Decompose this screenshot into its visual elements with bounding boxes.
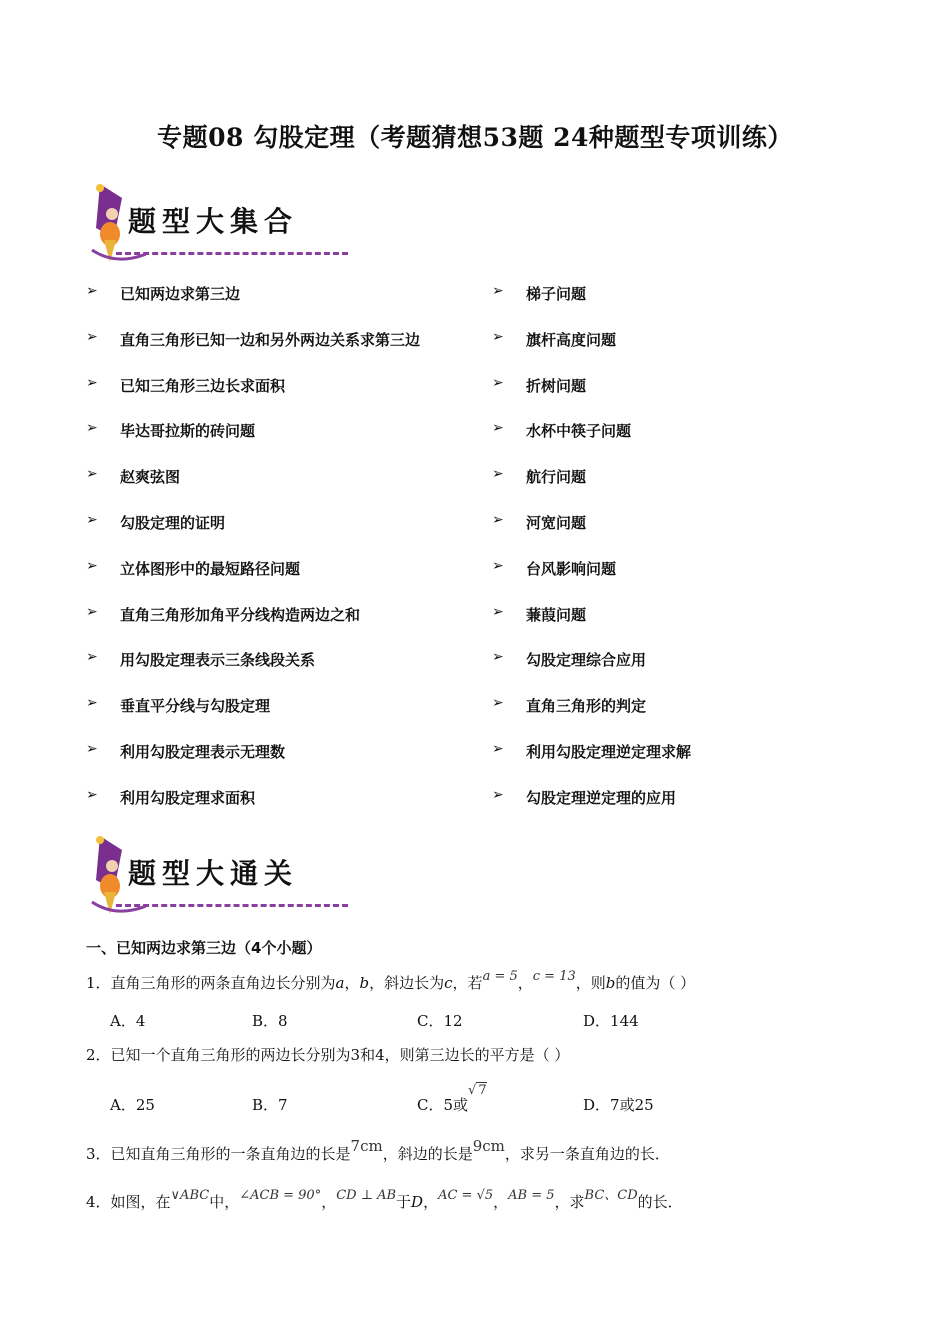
triangle-abc: ∨ABC [170,1188,210,1203]
arrow-bullet-icon: ➢ [86,374,98,391]
var-b: b [605,974,616,992]
sqrt-seven: √ 7 [468,1083,487,1098]
topic-label: 赵爽弦图 [120,468,181,487]
banner-pass-text: 题型大通关 [128,857,299,890]
topic-label: 利用勾股定理表示无理数 [120,743,286,761]
banner-divider [116,904,348,907]
topic-label: 台风影响问题 [526,559,617,578]
q2-option-c-text: C．5或 [417,1096,469,1114]
arrow-bullet-icon: ➢ [492,420,504,437]
equation-a: a = 5 [482,969,518,984]
section-heading: 一、已知两边求第三边（4个小题） [86,939,322,957]
arrow-bullet-icon: ➢ [492,786,504,803]
arrow-bullet-icon: ➢ [86,603,98,620]
topic-label: 勾股定理的证明 [120,514,226,532]
arrow-bullet-icon: ➢ [492,374,504,391]
length-7cm: 7cm [350,1137,383,1155]
arrow-bullet-icon: ➢ [86,283,98,299]
topic-label: 梯子问题 [526,285,587,303]
arrow-bullet-icon: ➢ [86,512,98,528]
question-3 [86,1137,670,1164]
q1-option-b[interactable]: B．8 [252,1012,288,1030]
arrow-bullet-icon: ➢ [86,741,98,757]
length-9cm: 9cm [472,1137,505,1155]
perpendicular-cd-ab: CD ⊥ AB [336,1188,397,1203]
comma: ， [517,974,533,992]
banner-pass [86,832,356,918]
comma: ， [423,1193,439,1211]
q1-option-d[interactable]: D．144 [583,1012,639,1030]
comma: ， [493,1193,509,1211]
q1-text: ，斜边长为 [369,974,445,992]
q4-text: 中， [209,1193,240,1211]
equation-ac: AC = √5 [438,1188,494,1203]
arrow-bullet-icon: ➢ [492,466,504,483]
var-b: b [359,974,370,992]
arrow-bullet-icon: ➢ [492,649,504,666]
topic-label: 河宽问题 [526,514,587,532]
arrow-bullet-icon: ➢ [86,466,98,483]
q1-option-a[interactable]: A．4 [110,1012,146,1030]
q1-option-c[interactable]: C．12 [417,1012,463,1030]
q1-text: ，若 [452,974,483,992]
q2-option-c[interactable] [417,1083,487,1115]
topic-label: 用勾股定理表示三条线段关系 [120,651,316,670]
angle-acb: ∠ACB = 90° [239,1188,322,1203]
topic-label: 蒹葭问题 [526,605,587,624]
q1-text: 1．直角三角形的两条直角边长分别为 [86,974,336,992]
banner-collection [86,180,356,266]
topic-label: 已知两边求第三边 [120,285,241,303]
var-c: c [444,974,453,992]
topic-label: 勾股定理综合应用 [526,651,647,670]
topic-label: 利用勾股定理逆定理求解 [526,743,692,761]
topic-label: 折树问题 [526,376,587,395]
banner-collection-text: 题型大集合 [128,205,299,238]
question-1 [86,969,696,993]
arrow-bullet-icon: ➢ [492,283,504,299]
arrow-bullet-icon: ➢ [492,328,504,345]
comma: ， [321,1193,337,1211]
q4-text: 4．如图，在 [86,1193,171,1211]
topic-label: 直角三角形已知一边和另外两边关系求第三边 [120,330,421,349]
q4-text: ，求 [554,1193,585,1211]
topic-label: 旗杆高度问题 [526,330,617,349]
segments-bc-cd: BC、CD [584,1188,638,1203]
topic-label: 水杯中筷子问题 [526,422,632,441]
question-2: 2．已知一个直角三角形的两边长分别为3和4，则第三边长的平方是（ ） [86,1046,570,1064]
arrow-bullet-icon: ➢ [86,420,98,437]
arrow-bullet-icon: ➢ [492,603,504,620]
topic-label: 已知三角形三边长求面积 [120,376,286,395]
topic-label: 垂直平分线与勾股定理 [120,697,271,716]
topic-label: 航行问题 [526,468,587,487]
q3-text: ，求另一条直角边的长． [504,1145,670,1163]
arrow-bullet-icon: ➢ [86,557,98,574]
equation-c: c = 13 [532,969,576,984]
arrow-bullet-icon: ➢ [492,512,504,528]
arrow-bullet-icon: ➢ [492,741,504,757]
topic-label: 直角三角形加角平分线构造两边之和 [120,605,361,624]
q1-text: 的值为（ ） [615,974,696,992]
sqrt-radicand: 7 [478,1083,487,1098]
arrow-bullet-icon: ➢ [86,786,98,803]
comma: ， [344,974,360,992]
arrow-bullet-icon: ➢ [492,695,504,712]
topic-label: 勾股定理逆定理的应用 [526,788,677,807]
q4-text: 于 [396,1193,412,1211]
topic-label: 立体图形中的最短路径问题 [120,559,301,578]
arrow-bullet-icon: ➢ [86,695,98,712]
q3-text: ，斜边的长是 [382,1145,473,1163]
banner-divider [116,252,348,255]
q1-text: ，则 [575,974,606,992]
equation-ab: AB = 5 [508,1188,555,1203]
q3-text: 3．已知直角三角形的一条直角边的长是 [86,1145,351,1163]
topic-label: 直角三角形的判定 [526,697,647,716]
page-title: 专题08 勾股定理（考题猜想53题 24种题型专项训练） [157,123,793,152]
q4-text: 的长． [637,1193,683,1211]
arrow-bullet-icon: ➢ [492,557,504,574]
question-4 [86,1188,683,1212]
q2-option-a[interactable]: A．25 [110,1096,155,1114]
topic-label: 利用勾股定理求面积 [120,788,256,807]
arrow-bullet-icon: ➢ [86,328,98,345]
var-a: a [335,974,345,992]
arrow-bullet-icon: ➢ [86,649,98,666]
q2-option-b[interactable]: B．7 [252,1096,288,1114]
topic-label: 毕达哥拉斯的砖问题 [120,422,256,441]
point-d: D [411,1193,424,1211]
q2-option-d[interactable]: D．7或25 [583,1096,654,1114]
